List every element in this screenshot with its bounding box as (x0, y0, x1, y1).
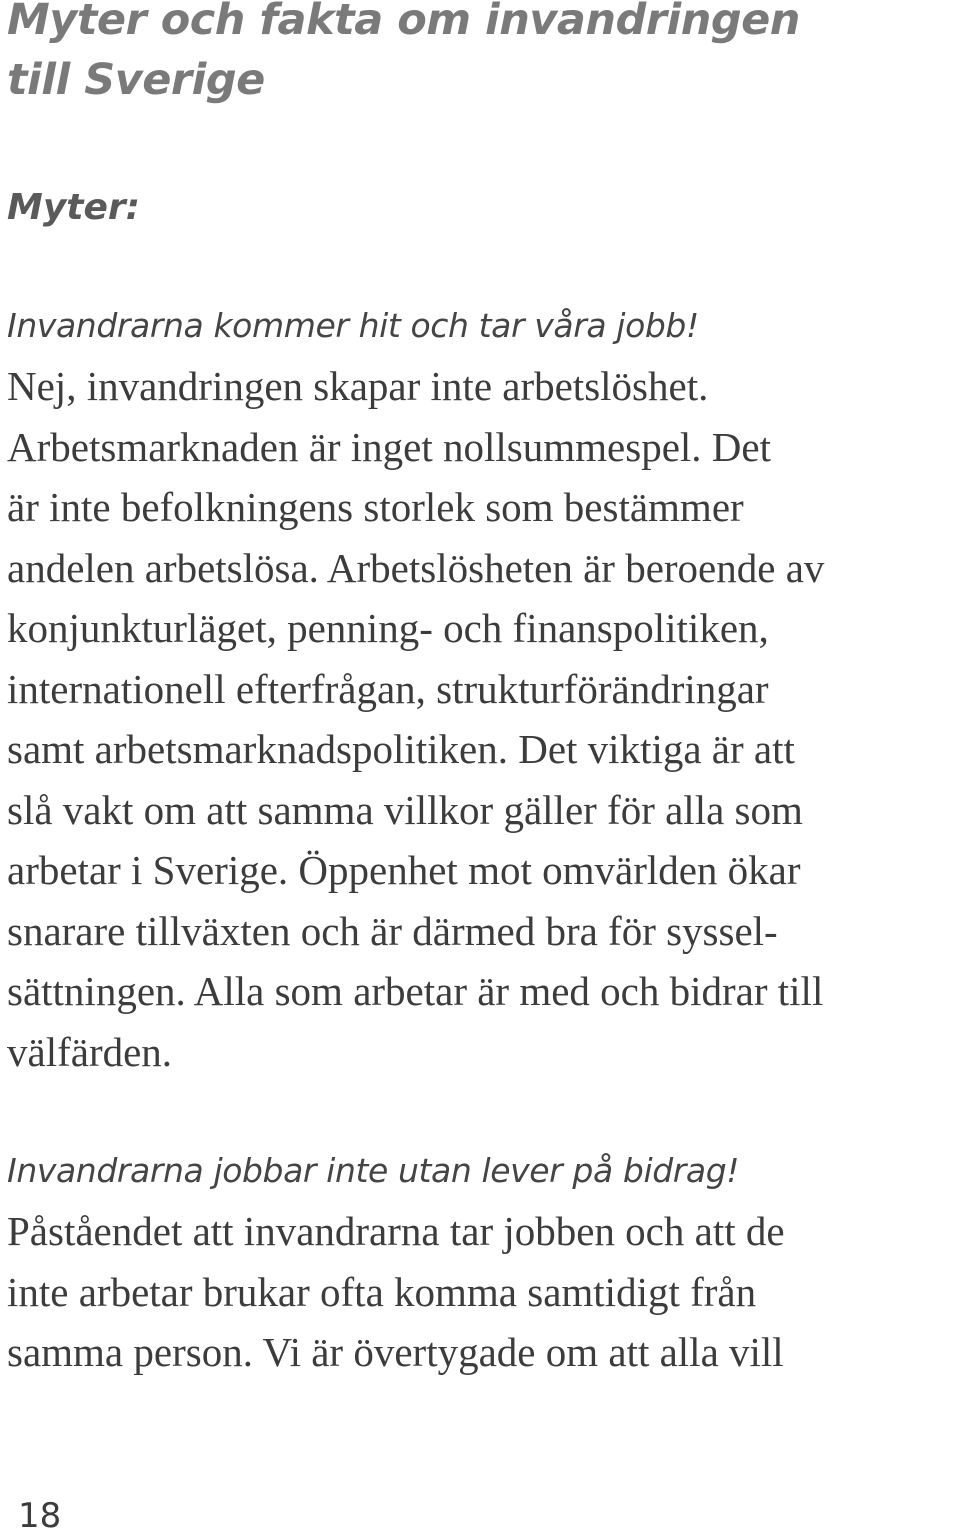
page-title-line-1: Myter och fakta om invandringen (7, 0, 800, 45)
answer-line: samma person. Vi är övertygade om att alla vill (7, 1329, 784, 1375)
answer-line: samt arbetsmarknadspolitiken. Det viktiga är att (7, 726, 795, 772)
answer-line: slå vakt om att samma villkor gäller för alla som (7, 786, 803, 833)
answer-line: internationell efterfrågan, strukturförändringar (7, 665, 769, 712)
answer-line: inte arbetar brukar ofta komma samtidigt från (7, 1268, 757, 1315)
answer-line: Påståendet att invandrarna tar jobben och att de (7, 1208, 785, 1254)
answer-line: andelen arbetslösa. Arbetslösheten är beroende av (7, 544, 825, 591)
page-number: 18 (18, 1496, 62, 1536)
answer-line: snarare tillväxten och är därmed bra för syssel- (7, 907, 778, 954)
myth-section (7, 1141, 957, 1383)
page-title (7, 0, 800, 110)
myth-question: Invandrarna kommer hit och tar våra jobb! (7, 306, 699, 345)
answer-line: Arbetsmarknaden är inget nollsummespel. Det (7, 423, 771, 470)
myth-section (7, 296, 957, 1082)
answer-line: konjunkturläget, penning- och finanspolitiken, (7, 605, 769, 651)
answer-line: sättningen. Alla som arbetar är med och bidrar till (7, 968, 824, 1014)
answer-line: välfärden. (7, 1028, 173, 1075)
page-title-line-2: till Sverige (7, 55, 265, 105)
section-heading: Myter: (7, 187, 141, 228)
answer-line: arbetar i Sverige. Öppenhet mot omvärlden ökar (7, 847, 801, 893)
answer-line: Nej, invandringen skapar inte arbetslöshet. (7, 363, 709, 409)
answer-line: är inte befolkningens storlek som bestämmer (7, 484, 744, 530)
myth-question: Invandrarna jobbar inte utan lever på bidrag! (7, 1151, 740, 1190)
